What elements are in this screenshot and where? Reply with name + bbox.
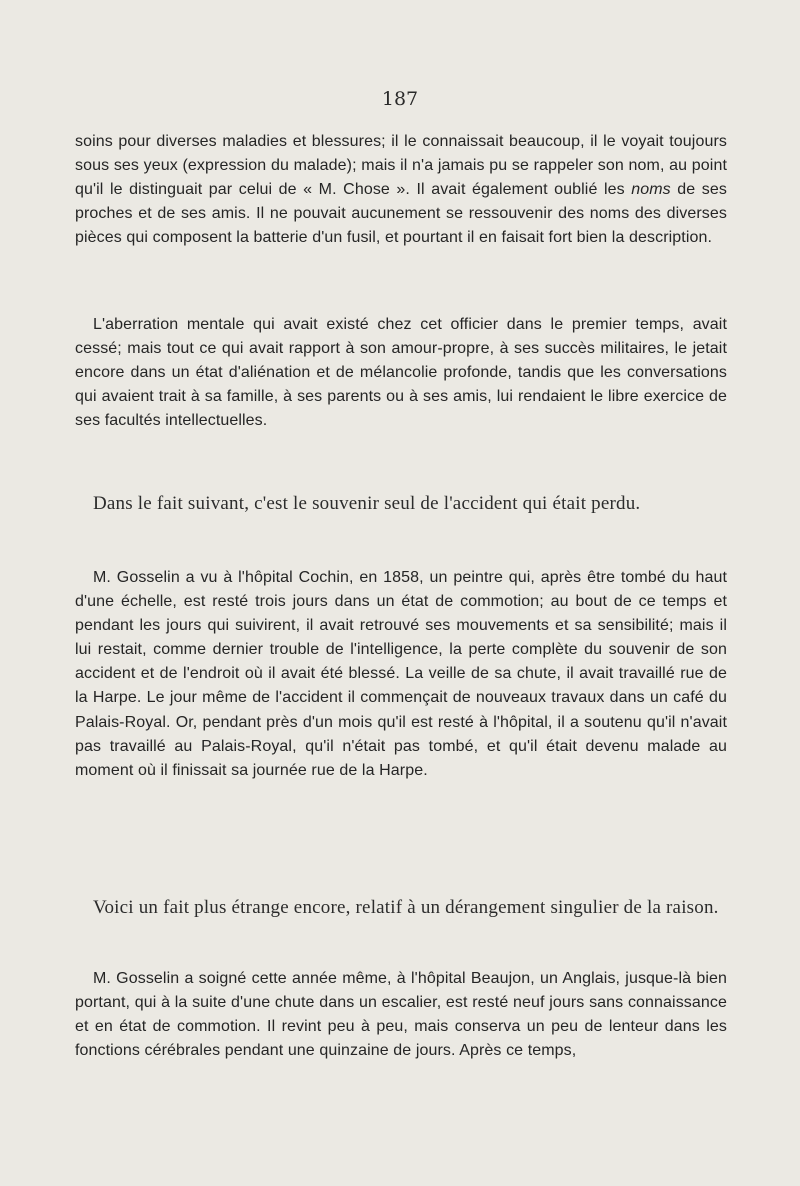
paragraph-accident-memory-intro: Dans le fait suivant, c'est le souvenir seul de l'accident qui était perdu. (93, 493, 641, 514)
paragraph-painter-case: M. Gosselin a vu à l'hôpital Cochin, en 1858, un peintre qui, après être tombé du haut d'une échelle, est resté trois jours dans un état de commotion; au bout de ce temps et pendant les jours qui suivirent, il avait retrouvé ses mouvements et sa sensibilité; mais il lui restait, comme dernier trouble de l'intelligence, la perte complète du souvenir de son accident et de l'endroit où il avait été blessé. La veille de sa chute, il avait travaillé rue de la Harpe. Le jour même de l'accident il commençait de nouveaux travaux dans un café du Palais-Royal. Or, pendant près d'un mois qu'il est resté à l'hôpital, il a soutenu qu'il n'avait pas travaillé au Palais-Royal, qu'il n'était pas tombé, et qu'il était devenu malade au moment où il finissait sa journée rue de la Harpe. (75, 569, 727, 779)
paragraph-text-before-emphasis: soins pour diverses maladies et blessures; il le connaissait beaucoup, il le voyait toujours sous ses yeux (expression du malade); mais il n'a jamais pu se rappeler son nom, au point qu'il le distinguait par celui de « M. Chose ». Il avait également oublié les (75, 133, 727, 199)
paragraph-officer-memory-loss (75, 130, 727, 250)
emphasized-word: noms (631, 181, 671, 199)
paragraph-englishman-case: M. Gosselin a soigné cette année même, à l'hôpital Beaujon, un Anglais, jusque-là bien portant, qui à la suite d'une chute dans un escalier, est resté neuf jours sans connaissance et en état de commotion. Il revint peu à peu, mais conserva un peu de lenteur dans les fonctions cérébrales pendant une quinzaine de jours. Après ce temps, (75, 970, 727, 1060)
paragraph-mental-aberration: L'aberration mentale qui avait existé chez cet officier dans le premier temps, avait cessé; mais tout ce qui avait rapport à son amour-propre, à ses succès militaires, le jetait encore dans un état d'aliénation et de mélancolie profonde, tandis que les conversations qui avaient trait à sa famille, à ses parents ou à ses amis, lui rendaient le libre exercice de ses facultés intellectuelles. (75, 316, 727, 430)
paragraph-text-after-emphasis: de ses proches et de ses amis. Il ne pouvait aucunement se ressouvenir des noms des diverses pièces qui composent la batterie d'un fusil, et pourtant il en faisait fort bien la description. (75, 181, 727, 247)
paragraph-strange-case-intro: Voici un fait plus étrange encore, relatif à un dérangement singulier de la raison. (93, 897, 719, 918)
page-number: 187 (381, 88, 419, 110)
